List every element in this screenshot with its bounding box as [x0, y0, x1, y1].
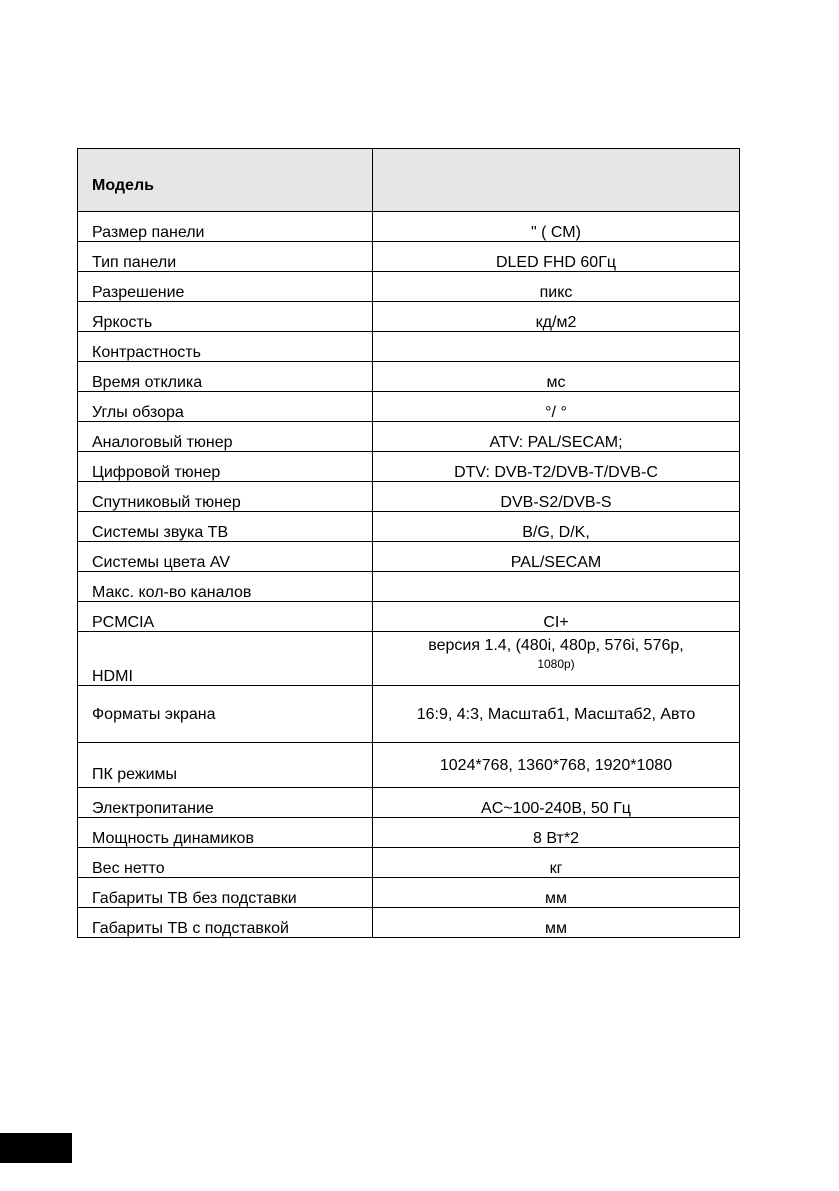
spec-label: Аналоговый тюнер — [78, 422, 373, 452]
table-row — [78, 272, 740, 302]
page-marker-bar — [0, 1133, 72, 1163]
pc-modes-value: 1024*768, 1360*768, 1920*1080 — [373, 743, 740, 788]
spec-label: Размер панели — [78, 212, 373, 242]
table-row — [78, 452, 740, 482]
spec-label: Габариты ТВ с подставкой — [78, 908, 373, 938]
spec-label: Углы обзора — [78, 392, 373, 422]
table-row — [78, 572, 740, 602]
table-header-row — [78, 149, 740, 212]
table-row-pc-modes — [78, 743, 740, 788]
table-row — [78, 392, 740, 422]
spec-value: мм — [373, 878, 740, 908]
spec-label: Электропитание — [78, 788, 373, 818]
spec-value: пикс — [373, 272, 740, 302]
spec-value: PAL/SECAM — [373, 542, 740, 572]
table-row — [78, 302, 740, 332]
spec-value: " ( СМ) — [373, 212, 740, 242]
table-row — [78, 908, 740, 938]
spec-label: Тип панели — [78, 242, 373, 272]
spec-label: Макс. кол-во каналов — [78, 572, 373, 602]
spec-value — [373, 332, 740, 362]
spec-label: Вес нетто — [78, 848, 373, 878]
hdmi-value — [373, 632, 740, 686]
formats-value: 16:9, 4:3, Масштаб1, Масштаб2, Авто — [373, 686, 740, 743]
hdmi-value-line1: версия 1.4, (480i, 480p, 576i, 576p, — [428, 637, 684, 654]
model-value — [373, 149, 740, 212]
spec-label: PCMCIA — [78, 602, 373, 632]
table-row — [78, 818, 740, 848]
spec-label: Габариты ТВ без подставки — [78, 878, 373, 908]
model-label: Модель — [78, 149, 373, 212]
spec-value: мс — [373, 362, 740, 392]
spec-value: DLED FHD 60Гц — [373, 242, 740, 272]
spec-value: B/G, D/K, — [373, 512, 740, 542]
table-row — [78, 788, 740, 818]
spec-value: DVB-S2/DVB-S — [373, 482, 740, 512]
hdmi-label: HDMI — [78, 632, 373, 686]
table-row — [78, 242, 740, 272]
table-row-formats — [78, 686, 740, 743]
spec-label: Контрастность — [78, 332, 373, 362]
spec-label: Мощность динамиков — [78, 818, 373, 848]
table-row — [78, 542, 740, 572]
spec-value: AC~100-240В, 50 Гц — [373, 788, 740, 818]
pc-modes-label: ПК режимы — [78, 743, 373, 788]
table-row — [78, 848, 740, 878]
spec-value: DTV: DVB-T2/DVB-T/DVB-C — [373, 452, 740, 482]
spec-label: Системы звука ТВ — [78, 512, 373, 542]
formats-label: Форматы экрана — [78, 686, 373, 743]
spec-label: Время отклика — [78, 362, 373, 392]
table-row — [78, 422, 740, 452]
spec-label: Системы цвета AV — [78, 542, 373, 572]
table-row — [78, 878, 740, 908]
spec-value: кд/м2 — [373, 302, 740, 332]
table-row — [78, 332, 740, 362]
spec-label: Разрешение — [78, 272, 373, 302]
spec-value: ATV: PAL/SECAM; — [373, 422, 740, 452]
table-row — [78, 602, 740, 632]
table-row — [78, 482, 740, 512]
spec-value: 8 Вт*2 — [373, 818, 740, 848]
spec-label: Яркость — [78, 302, 373, 332]
table-row — [78, 212, 740, 242]
table-row-hdmi — [78, 632, 740, 686]
spec-table — [77, 148, 740, 938]
spec-value: мм — [373, 908, 740, 938]
spec-value: CI+ — [373, 602, 740, 632]
spec-value: кг — [373, 848, 740, 878]
spec-label: Спутниковый тюнер — [78, 482, 373, 512]
spec-value — [373, 572, 740, 602]
table-row — [78, 512, 740, 542]
table-row — [78, 362, 740, 392]
spec-label: Цифровой тюнер — [78, 452, 373, 482]
spec-value: °/ ° — [373, 392, 740, 422]
hdmi-value-line2: 1080p) — [537, 657, 575, 671]
